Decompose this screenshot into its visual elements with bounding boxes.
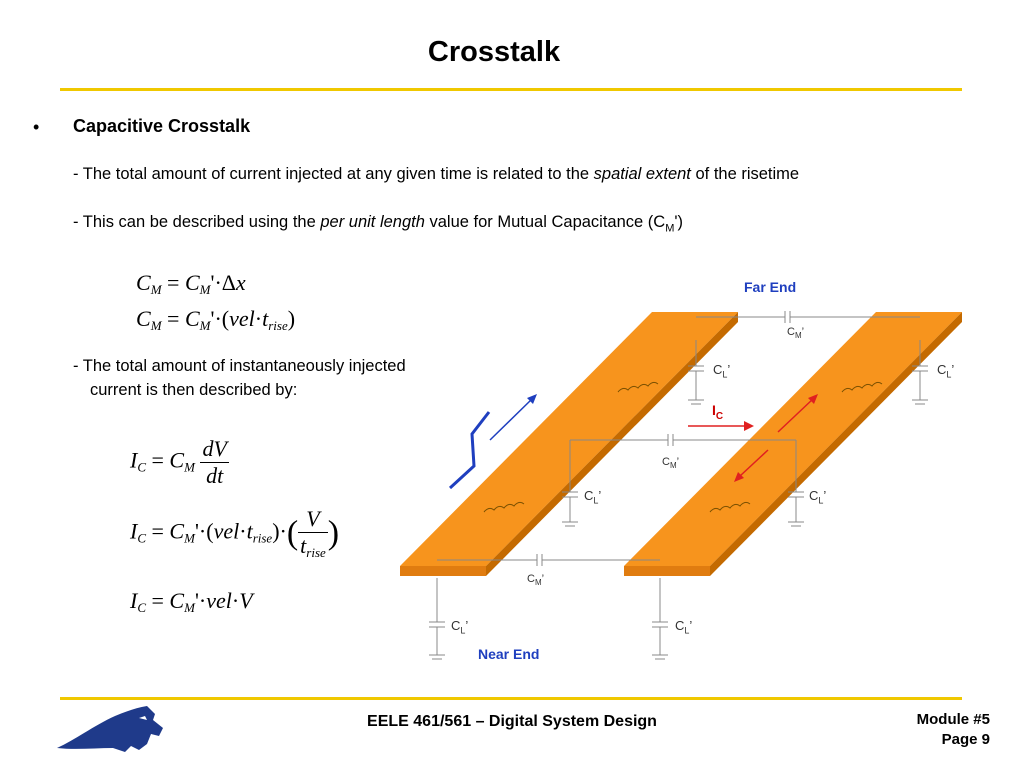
cl-label-left-top: $C_L$’: [713, 362, 731, 380]
signal-arrow-icon: [490, 398, 533, 440]
module-number: Module #5: [916, 711, 990, 728]
cm-label-bottom: $C_M$’: [527, 573, 545, 588]
paragraph-2: - This can be described using the per unit length value for Mutual Capacitance $(C_M')$: [73, 213, 684, 235]
ic-arrow-head-icon: [744, 421, 754, 431]
cl-label-right-top: $C_L$’: [937, 362, 955, 380]
cl-label-left-mid: $C_L$’: [584, 488, 602, 506]
bullet-marker: •: [33, 117, 40, 137]
far-end-label: Far End: [744, 279, 797, 295]
page-number: Page 9: [941, 731, 990, 748]
paragraph-1: - The total amount of current injected at any given time is related to the spatial extent of the risetime: [73, 165, 800, 183]
paragraph-3-line2: current is then described by:: [90, 381, 298, 399]
step-waveform-icon: [450, 412, 489, 488]
load-capacitor-right-bottom: [652, 578, 668, 659]
course-title: EELE 461/561 – Digital System Design: [367, 713, 657, 730]
ic-label: $I_C$: [712, 402, 724, 422]
cl-label-right-mid: $C_L$’: [809, 488, 827, 506]
bottom-divider: [60, 697, 962, 700]
load-capacitor-left-bottom: [429, 578, 445, 659]
near-end-label: Near End: [478, 646, 540, 662]
bullet-heading: Capacitive Crosstalk: [73, 116, 251, 136]
cm-label-mid: $C_M$’: [662, 456, 680, 471]
equation-2: $C_M = C_M'\cdot(vel\cdot t_{rise})$: [136, 306, 296, 333]
equation-1: $C_M = C_M'\cdot\Delta x$: [136, 270, 246, 297]
right-trace-front: [624, 566, 710, 576]
paragraph-3-line1: - The total amount of instantaneously injected: [73, 357, 406, 375]
equation-5: $I_C = C_M'\cdot vel\cdot V$: [130, 588, 253, 615]
cm-label-top: $C_M$’: [787, 326, 805, 341]
left-trace-front: [400, 566, 486, 576]
equation-3: $I_C = C_M$ $\frac{dV}{dt}$: [130, 436, 227, 488]
equation-4: $I_C = C_M'\cdot(vel\cdot t_{rise})\cdot$( $\frac{V}{t_{rise}}$ ): [130, 506, 340, 560]
slide-title: Crosstalk: [427, 36, 561, 68]
top-divider: [60, 88, 962, 91]
cl-label-left-bottom: $C_L$’: [451, 618, 469, 636]
cl-label-right-bottom: $C_L$’: [675, 618, 693, 636]
